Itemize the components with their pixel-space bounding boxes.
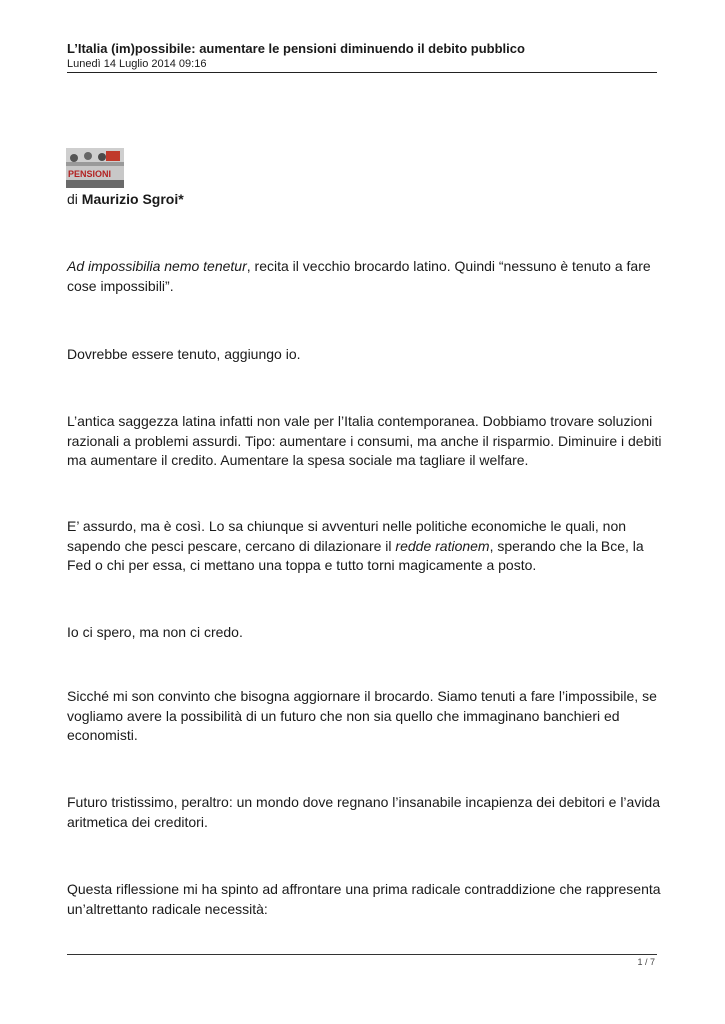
article-title: L’Italia (im)possibile: aumentare le pensioni diminuendo il debito pubblico <box>67 41 525 56</box>
paragraph-4 <box>67 517 662 576</box>
paragraph-5: Io ci spero, ma non ci credo. <box>67 624 243 640</box>
author-name: Maurizio Sgroi* <box>81 191 184 207</box>
paragraph-6: Sicché mi son convinto che bisogna aggiornare il brocardo. Siamo tenuti a fare l’impossibile, se vogliamo avere la possibilità di un futuro che non sia quello che immaginano banchieri ed economisti. <box>67 688 657 743</box>
paragraph-4-text-a: E’ assurdo, ma è così. Lo sa chiunque si avventuri nelle politiche economiche le quali, non sapendo che pesci pescare, cercano di dilazionare il <box>67 518 627 554</box>
article-date: Lunedì 14 Luglio 2014 09:16 <box>67 58 207 70</box>
protest-photo-icon <box>66 148 124 188</box>
article-thumbnail <box>66 148 124 188</box>
latin-phrase-2: redde rationem <box>395 537 490 554</box>
paragraph-8: Questa riflessione mi ha spinto ad affrontare una prima radicale contraddizione che rappresenta un’altrettanto radicale necessità: <box>67 881 661 917</box>
banner-text: PENSIONI <box>68 169 112 179</box>
paragraph-1-text: , recita il vecchio brocardo latino. Quindi “nessuno è tenuto a fare cose impossibili”. <box>67 258 651 294</box>
footer-divider <box>67 954 657 955</box>
header-divider <box>67 72 657 73</box>
paragraph-1 <box>67 257 662 296</box>
paragraph-7: Futuro tristissimo, peraltro: un mondo dove regnano l’insanabile incapienza dei debitori e l’avida aritmetica dei creditori. <box>67 794 661 830</box>
page-number: 1 / 7 <box>637 957 655 967</box>
byline-prefix: di <box>67 191 78 207</box>
latin-phrase: Ad impossibilia nemo tenetur <box>67 258 247 274</box>
byline <box>67 190 184 208</box>
paragraph-3: L’antica saggezza latina infatti non vale per l’Italia contemporanea. Dobbiamo trovare soluzioni razionali a problemi assurdi. Tipo: aumentare i consumi, ma anche il risparmio. Diminuire i debiti ma aumentare il credito. Aumentare la spesa sociale ma tagliare il welfare. <box>67 413 662 468</box>
paragraph-2: Dovrebbe essere tenuto, aggiungo io. <box>67 346 301 362</box>
page-header <box>67 40 657 71</box>
paragraph-4-text-b: , sperando che la Bce, la Fed o chi per essa, ci mettano una toppa e tutto torni magicamente a posto. <box>67 537 644 573</box>
